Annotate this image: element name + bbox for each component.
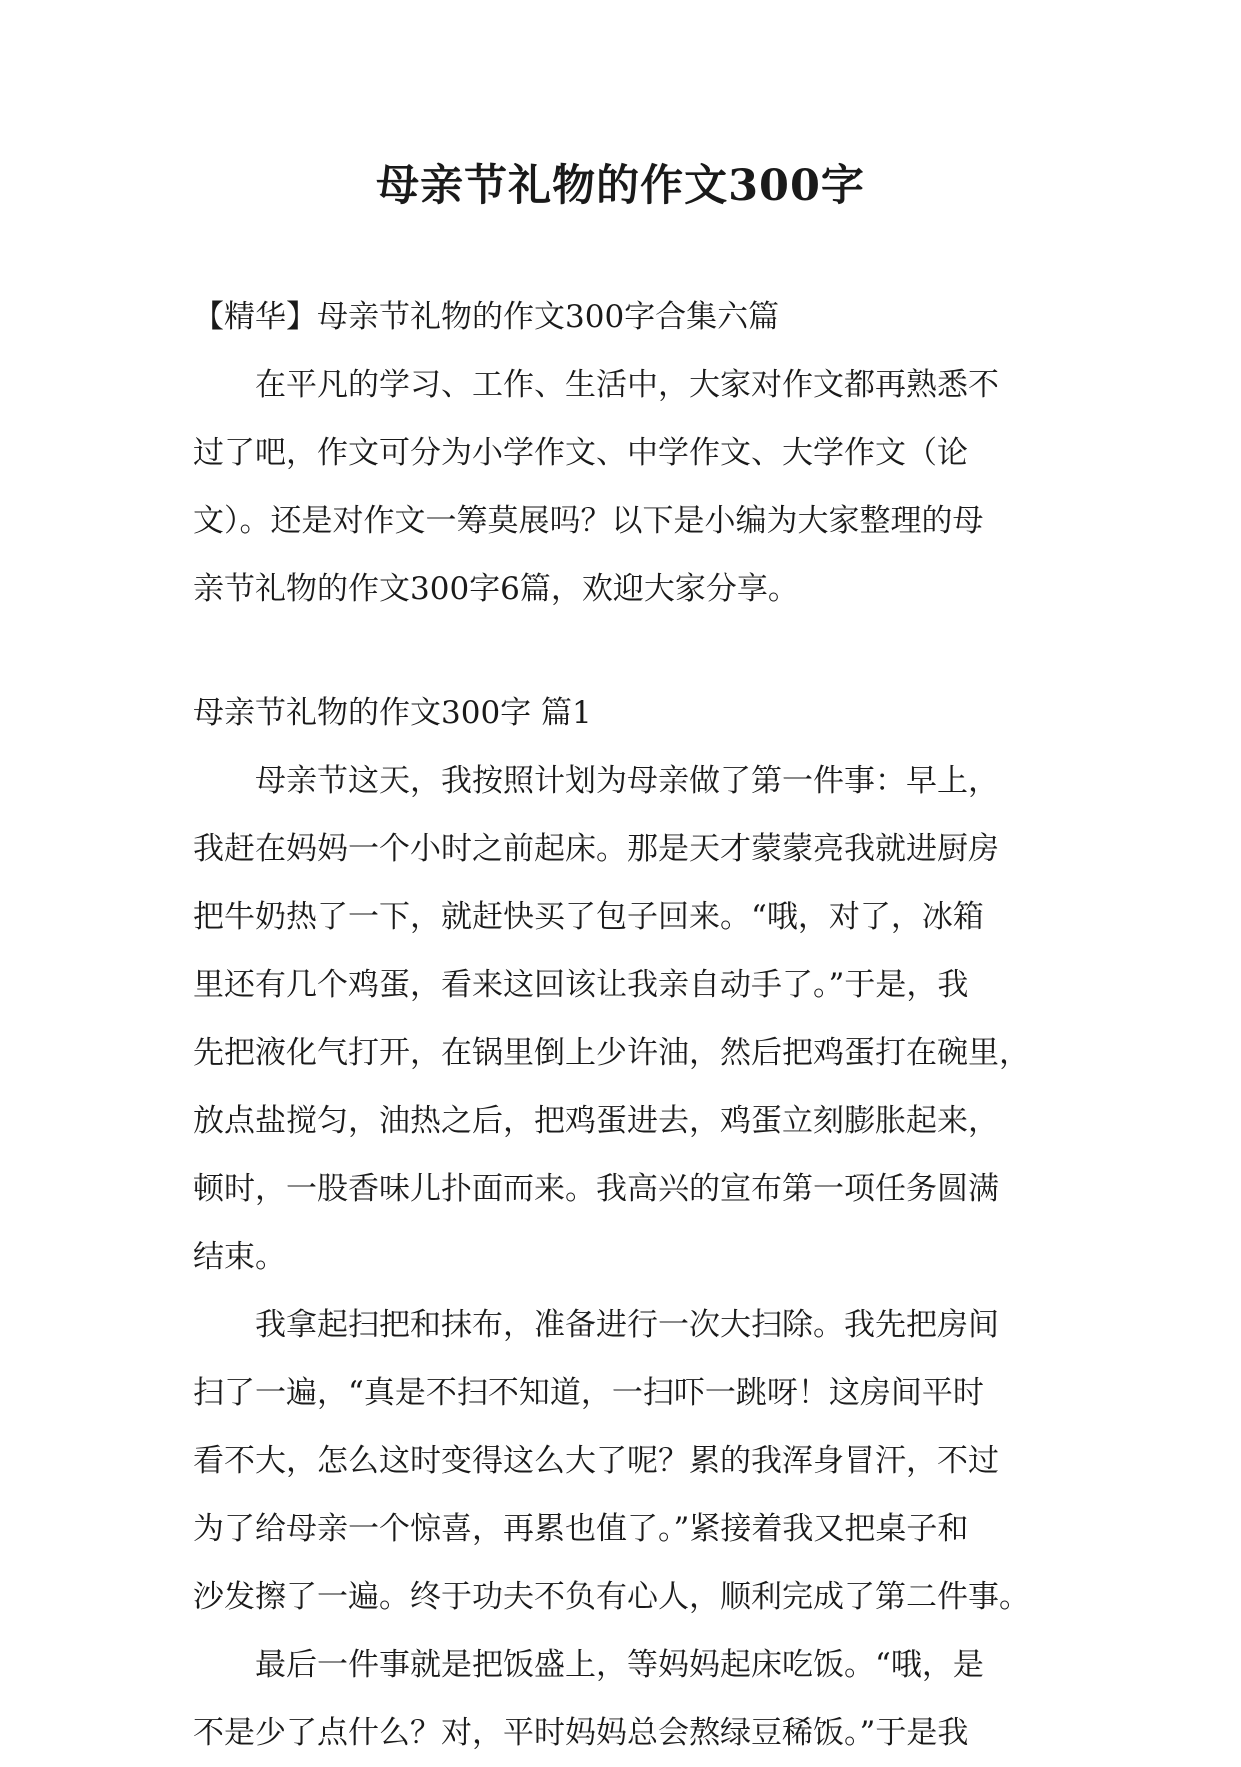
paragraph-line: 放点盐搅匀，油热之后，把鸡蛋进去，鸡蛋立刻膨胀起来， <box>193 1103 999 1139</box>
paragraph-line: 看不大，怎么这时变得这么大了呢？累的我浑身冒汗，不过 <box>193 1443 999 1479</box>
paragraph-line: 里还有几个鸡蛋，看来这回该让我亲自动手了。”于是，我 <box>193 967 969 1003</box>
paragraph-line: 母亲节这天，我按照计划为母亲做了第一件事：早上， <box>255 763 999 799</box>
document-body <box>193 283 1057 1767</box>
intro-line: 文）。还是对作文一筹莫展吗？以下是小编为大家整理的母 <box>193 503 984 539</box>
paragraph-line: 先把液化气打开，在锅里倒上少许油，然后把鸡蛋打在碗里， <box>193 1035 1030 1071</box>
paragraph-line: 把牛奶热了一下，就赶快买了包子回来。“哦，对了，冰箱 <box>193 899 984 935</box>
paragraph-line: 顿时，一股香味儿扑面而来。我高兴的宣布第一项任务圆满 <box>193 1171 999 1207</box>
paragraph-line: 沙发擦了一遍。终于功夫不负有心人，顺利完成了第二件事。 <box>193 1579 1030 1615</box>
section-heading: 母亲节礼物的作文300字 篇1 <box>193 695 592 731</box>
paragraph-line: 不是少了点什么？对，平时妈妈总会熬绿豆稀饭。”于是我 <box>193 1715 969 1751</box>
intro-line: 亲节礼物的作文300字6篇，欢迎大家分享。 <box>193 571 799 607</box>
intro-line: 过了吧，作文可分为小学作文、中学作文、大学作文（论 <box>193 435 968 471</box>
intro-line: 在平凡的学习、工作、生活中，大家对作文都再熟悉不 <box>255 367 999 403</box>
paragraph-line: 我拿起扫把和抹布，准备进行一次大扫除。我先把房间 <box>255 1307 999 1343</box>
paragraph-line: 扫了一遍，“真是不扫不知道，一扫吓一跳呀！这房间平时 <box>193 1375 984 1411</box>
paragraph-line: 结束。 <box>193 1239 286 1275</box>
document-title: 母亲节礼物的作文300字 <box>376 161 865 211</box>
intro-heading: 【精华】母亲节礼物的作文300字合集六篇 <box>193 299 780 335</box>
paragraph-line: 为了给母亲一个惊喜，再累也值了。”紧接着我又把桌子和 <box>193 1511 969 1547</box>
paragraph-line: 我赶在妈妈一个小时之前起床。那是天才蒙蒙亮我就进厨房 <box>193 831 999 867</box>
section-spacer <box>193 623 1057 679</box>
paragraph-line: 最后一件事就是把饭盛上，等妈妈起床吃饭。“哦，是 <box>255 1647 984 1683</box>
